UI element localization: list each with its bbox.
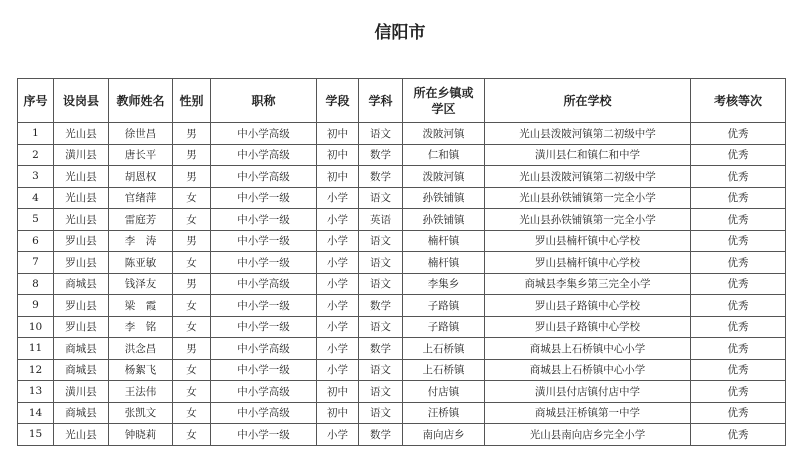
cell-county: 罗山县 xyxy=(54,252,109,274)
cell-township: 上石桥镇 xyxy=(403,359,485,381)
cell-teacher-name: 洪念昌 xyxy=(109,338,173,360)
cell-rating: 优秀 xyxy=(691,252,786,274)
cell-index: 3 xyxy=(18,166,54,188)
cell-gender: 女 xyxy=(173,424,211,446)
cell-gender: 女 xyxy=(173,402,211,424)
cell-county: 光山县 xyxy=(54,166,109,188)
table-row xyxy=(18,230,786,252)
cell-school: 光山县孙铁铺镇第一完全小学 xyxy=(485,187,691,209)
cell-county: 商城县 xyxy=(54,402,109,424)
col-header-title-rank: 职称 xyxy=(211,79,317,123)
cell-school-level: 小学 xyxy=(317,338,359,360)
cell-title-rank: 中小学一级 xyxy=(211,359,317,381)
cell-gender: 男 xyxy=(173,144,211,166)
cell-gender: 男 xyxy=(173,166,211,188)
table-row xyxy=(18,123,786,145)
cell-county: 光山县 xyxy=(54,187,109,209)
cell-title-rank: 中小学一级 xyxy=(211,424,317,446)
table-row xyxy=(18,295,786,317)
cell-title-rank: 中小学高级 xyxy=(211,166,317,188)
table-row xyxy=(18,273,786,295)
table-row xyxy=(18,252,786,274)
cell-index: 11 xyxy=(18,338,54,360)
teacher-table xyxy=(17,78,786,446)
cell-township: 汪桥镇 xyxy=(403,402,485,424)
cell-rating: 优秀 xyxy=(691,230,786,252)
table-body xyxy=(18,123,786,446)
cell-township: 付店镇 xyxy=(403,381,485,403)
cell-gender: 女 xyxy=(173,381,211,403)
col-header-teacher-name: 教师姓名 xyxy=(109,79,173,123)
cell-index: 14 xyxy=(18,402,54,424)
cell-teacher-name: 钟晓莉 xyxy=(109,424,173,446)
cell-school-level: 小学 xyxy=(317,187,359,209)
cell-school-level: 初中 xyxy=(317,144,359,166)
col-header-school: 所在学校 xyxy=(485,79,691,123)
cell-subject: 语文 xyxy=(359,402,403,424)
cell-teacher-name: 徐世昌 xyxy=(109,123,173,145)
cell-county: 光山县 xyxy=(54,123,109,145)
cell-teacher-name: 唐长平 xyxy=(109,144,173,166)
cell-rating: 优秀 xyxy=(691,402,786,424)
table-row xyxy=(18,209,786,231)
col-header-township-label: 所在乡镇或学区 xyxy=(413,85,474,116)
cell-county: 潢川县 xyxy=(54,381,109,403)
cell-county: 罗山县 xyxy=(54,316,109,338)
cell-title-rank: 中小学一级 xyxy=(211,295,317,317)
cell-rating: 优秀 xyxy=(691,381,786,403)
table-row xyxy=(18,316,786,338)
cell-rating: 优秀 xyxy=(691,123,786,145)
col-header-county: 设岗县 xyxy=(54,79,109,123)
cell-teacher-name: 张凯文 xyxy=(109,402,173,424)
cell-school: 光山县泼陂河镇第二初级中学 xyxy=(485,123,691,145)
cell-county: 商城县 xyxy=(54,338,109,360)
cell-gender: 女 xyxy=(173,187,211,209)
cell-county: 罗山县 xyxy=(54,295,109,317)
col-header-subject-label: 学科 xyxy=(368,93,393,108)
cell-gender: 女 xyxy=(173,295,211,317)
cell-township: 仁和镇 xyxy=(403,144,485,166)
table-row xyxy=(18,402,786,424)
cell-title-rank: 中小学高级 xyxy=(211,338,317,360)
cell-teacher-name: 李 涛 xyxy=(109,230,173,252)
cell-school: 商城县上石桥镇中心小学 xyxy=(485,338,691,360)
cell-county: 商城县 xyxy=(54,359,109,381)
col-header-index: 序号 xyxy=(18,79,54,123)
cell-subject: 数学 xyxy=(359,144,403,166)
cell-school: 商城县李集乡第三完全小学 xyxy=(485,273,691,295)
cell-teacher-name: 钱泽友 xyxy=(109,273,173,295)
cell-teacher-name: 王法伟 xyxy=(109,381,173,403)
cell-school: 潢川县仁和镇仁和中学 xyxy=(485,144,691,166)
cell-subject: 语文 xyxy=(359,381,403,403)
cell-subject: 数学 xyxy=(359,424,403,446)
cell-rating: 优秀 xyxy=(691,295,786,317)
page-title: 信阳市 xyxy=(374,23,426,43)
cell-rating: 优秀 xyxy=(691,144,786,166)
cell-title-rank: 中小学高级 xyxy=(211,273,317,295)
cell-subject: 数学 xyxy=(359,338,403,360)
cell-gender: 女 xyxy=(173,316,211,338)
cell-subject: 数学 xyxy=(359,295,403,317)
cell-school-level: 小学 xyxy=(317,273,359,295)
cell-subject: 语文 xyxy=(359,316,403,338)
cell-title-rank: 中小学一级 xyxy=(211,252,317,274)
cell-school-level: 小学 xyxy=(317,295,359,317)
cell-township: 泼陂河镇 xyxy=(403,166,485,188)
cell-title-rank: 中小学高级 xyxy=(211,123,317,145)
cell-school: 罗山县子路镇中心学校 xyxy=(485,316,691,338)
cell-subject: 语文 xyxy=(359,230,403,252)
cell-county: 罗山县 xyxy=(54,230,109,252)
cell-rating: 优秀 xyxy=(691,187,786,209)
cell-subject: 语文 xyxy=(359,273,403,295)
cell-index: 13 xyxy=(18,381,54,403)
cell-gender: 男 xyxy=(173,273,211,295)
cell-school-level: 初中 xyxy=(317,166,359,188)
cell-title-rank: 中小学高级 xyxy=(211,144,317,166)
cell-county: 潢川县 xyxy=(54,144,109,166)
cell-index: 5 xyxy=(18,209,54,231)
cell-school-level: 小学 xyxy=(317,252,359,274)
cell-school-level: 小学 xyxy=(317,230,359,252)
cell-title-rank: 中小学高级 xyxy=(211,402,317,424)
cell-school: 罗山县子路镇中心学校 xyxy=(485,295,691,317)
col-header-school-level: 学段 xyxy=(317,79,359,123)
cell-teacher-name: 陈亚敏 xyxy=(109,252,173,274)
cell-index: 7 xyxy=(18,252,54,274)
cell-index: 1 xyxy=(18,123,54,145)
cell-school-level: 小学 xyxy=(317,316,359,338)
cell-title-rank: 中小学一级 xyxy=(211,230,317,252)
cell-county: 商城县 xyxy=(54,273,109,295)
cell-school: 罗山县楠杆镇中心学校 xyxy=(485,230,691,252)
cell-school: 潢川县付店镇付店中学 xyxy=(485,381,691,403)
cell-index: 12 xyxy=(18,359,54,381)
cell-township: 李集乡 xyxy=(403,273,485,295)
cell-title-rank: 中小学一级 xyxy=(211,316,317,338)
cell-rating: 优秀 xyxy=(691,273,786,295)
cell-gender: 女 xyxy=(173,359,211,381)
table-row xyxy=(18,338,786,360)
cell-township: 孙铁铺镇 xyxy=(403,187,485,209)
table-row xyxy=(18,424,786,446)
col-header-rating: 考核等次 xyxy=(691,79,786,123)
cell-rating: 优秀 xyxy=(691,424,786,446)
col-header-township xyxy=(403,79,485,123)
cell-county: 光山县 xyxy=(54,209,109,231)
cell-school-level: 小学 xyxy=(317,424,359,446)
cell-index: 10 xyxy=(18,316,54,338)
cell-teacher-name: 胡恩权 xyxy=(109,166,173,188)
cell-school: 光山县南向店乡完全小学 xyxy=(485,424,691,446)
cell-rating: 优秀 xyxy=(691,316,786,338)
cell-subject: 语文 xyxy=(359,252,403,274)
table-row xyxy=(18,144,786,166)
cell-school: 商城县汪桥镇第一中学 xyxy=(485,402,691,424)
cell-subject: 语文 xyxy=(359,123,403,145)
cell-index: 6 xyxy=(18,230,54,252)
cell-township: 楠杆镇 xyxy=(403,252,485,274)
cell-township: 孙铁铺镇 xyxy=(403,209,485,231)
cell-index: 4 xyxy=(18,187,54,209)
cell-subject: 英语 xyxy=(359,209,403,231)
cell-rating: 优秀 xyxy=(691,166,786,188)
cell-teacher-name: 雷庭芳 xyxy=(109,209,173,231)
cell-gender: 男 xyxy=(173,338,211,360)
cell-township: 上石桥镇 xyxy=(403,338,485,360)
cell-teacher-name: 杨絮飞 xyxy=(109,359,173,381)
cell-township: 泼陂河镇 xyxy=(403,123,485,145)
cell-township: 子路镇 xyxy=(403,295,485,317)
cell-county: 光山县 xyxy=(54,424,109,446)
col-header-gender: 性别 xyxy=(173,79,211,123)
cell-teacher-name: 李 铭 xyxy=(109,316,173,338)
cell-township: 楠杆镇 xyxy=(403,230,485,252)
cell-gender: 女 xyxy=(173,209,211,231)
cell-teacher-name: 官绪萍 xyxy=(109,187,173,209)
cell-township: 子路镇 xyxy=(403,316,485,338)
cell-gender: 男 xyxy=(173,230,211,252)
cell-title-rank: 中小学一级 xyxy=(211,209,317,231)
cell-gender: 女 xyxy=(173,252,211,274)
cell-title-rank: 中小学高级 xyxy=(211,381,317,403)
cell-subject: 语文 xyxy=(359,187,403,209)
cell-township: 南向店乡 xyxy=(403,424,485,446)
cell-teacher-name: 梁 霞 xyxy=(109,295,173,317)
table-row xyxy=(18,166,786,188)
cell-subject: 语文 xyxy=(359,359,403,381)
cell-rating: 优秀 xyxy=(691,338,786,360)
table-header-row xyxy=(18,79,786,123)
cell-rating: 优秀 xyxy=(691,359,786,381)
cell-school-level: 小学 xyxy=(317,209,359,231)
cell-index: 2 xyxy=(18,144,54,166)
cell-subject: 数学 xyxy=(359,166,403,188)
cell-school: 光山县孙铁铺镇第一完全小学 xyxy=(485,209,691,231)
cell-title-rank: 中小学一级 xyxy=(211,187,317,209)
cell-gender: 男 xyxy=(173,123,211,145)
cell-school: 光山县泼陂河镇第二初级中学 xyxy=(485,166,691,188)
table-row xyxy=(18,381,786,403)
cell-school-level: 初中 xyxy=(317,381,359,403)
cell-school-level: 小学 xyxy=(317,359,359,381)
col-header-subject xyxy=(359,79,403,123)
cell-rating: 优秀 xyxy=(691,209,786,231)
cell-index: 9 xyxy=(18,295,54,317)
cell-school-level: 初中 xyxy=(317,402,359,424)
cell-school-level: 初中 xyxy=(317,123,359,145)
cell-index: 15 xyxy=(18,424,54,446)
cell-school: 罗山县楠杆镇中心学校 xyxy=(485,252,691,274)
table-row xyxy=(18,187,786,209)
table-row xyxy=(18,359,786,381)
cell-school: 商城县上石桥镇中心小学 xyxy=(485,359,691,381)
cell-index: 8 xyxy=(18,273,54,295)
